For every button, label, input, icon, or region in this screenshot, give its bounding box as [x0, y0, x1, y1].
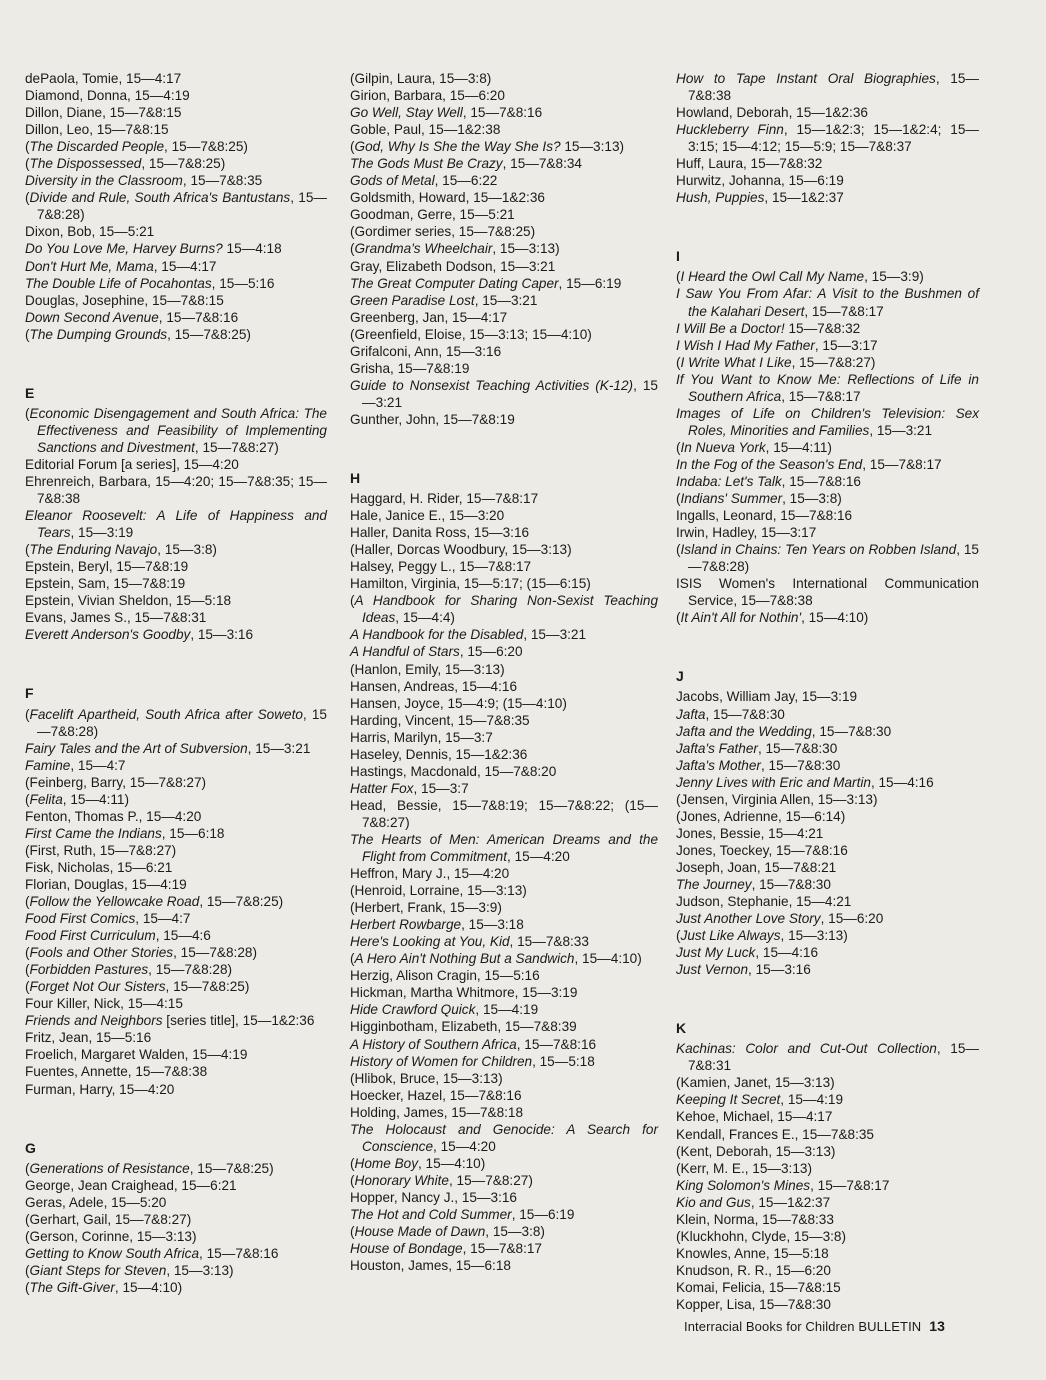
index-entry: Kio and Gus, 15—1&2:37 [676, 1194, 831, 1210]
index-column-1 [25, 70, 327, 1296]
index-entry: Kopper, Lisa, 15—7&8:30 [676, 1297, 831, 1312]
index-entry: Fritz, Jean, 15—5:16 [25, 1030, 152, 1046]
index-entry: Grisha, 15—7&8:19 [350, 360, 470, 376]
index-entry: Gods of Metal, 15—6:22 [350, 173, 498, 189]
index-entry: Fairy Tales and the Art of Subversion, 15—3:21 [25, 740, 311, 756]
index-entry: Higginbotham, Elizabeth, 15—7&8:39 [350, 1019, 577, 1035]
index-entry: Florian, Douglas, 15—4:19 [25, 876, 187, 892]
index-entry: Knowles, Anne, 15—5:18 [676, 1245, 829, 1261]
index-entry: Don't Hurt Me, Mama, 15—4:17 [25, 258, 217, 274]
index-entry: (Feinberg, Barry, 15—7&8:27) [25, 774, 207, 790]
index-entry: (Kamien, Janet, 15—3:13) [676, 1075, 835, 1091]
index-entry: Goldsmith, Howard, 15—1&2:36 [350, 190, 545, 206]
index-entry: Howland, Deborah, 15—1&2:36 [676, 105, 868, 121]
index-entry: Dixon, Bob, 15—5:21 [25, 224, 155, 240]
page-number: 13 [929, 1318, 946, 1334]
index-entry: Kachinas: Color and Cut-Out Collection, 15—7&8:31 [676, 1041, 979, 1074]
index-entry: Haseley, Dennis, 15—1&2:36 [350, 746, 528, 762]
index-entry: Images of Life on Children's Television: Sex Roles, Minorities and Families, 15—3:21 [676, 405, 979, 438]
index-entry: Herbert Rowbarge, 15—3:18 [350, 917, 524, 933]
index-entry: Down Second Avenue, 15—7&8:16 [25, 309, 239, 325]
index-entry: Just My Luck, 15—4:16 [676, 945, 819, 961]
index-column-3 [676, 70, 979, 1313]
publication-title: Interracial Books for Children BULLETIN [684, 1319, 922, 1334]
index-entry: Eleanor Roosevelt: A Life of Happiness and Tears, 15—3:19 [25, 508, 327, 541]
index-entry: (Island in Chains: Ten Years on Robben Island, 15—7&8:28) [676, 542, 979, 575]
index-entry: The Journey, 15—7&8:30 [676, 876, 831, 892]
index-entry: (Kluckhohn, Clyde, 15—3:8) [676, 1228, 847, 1244]
index-entry: (The Gift-Giver, 15—4:10) [25, 1279, 183, 1295]
index-entry: (Giant Steps for Steven, 15—3:13) [25, 1262, 234, 1278]
index-entry: (Gerson, Corinne, 15—3:13) [25, 1228, 197, 1244]
index-entry: Goodman, Gerre, 15—5:21 [350, 207, 515, 223]
index-entry: Jacobs, William Jay, 15—3:19 [676, 689, 858, 705]
index-entry: I Wish I Had My Father, 15—3:17 [676, 337, 878, 353]
index-entry: (A Handbook for Sharing Non-Sexist Teaching Ideas, 15—4:4) [350, 593, 658, 626]
index-entry: Epstein, Sam, 15—7&8:19 [25, 576, 186, 592]
index-entry: Jones, Toeckey, 15—7&8:16 [676, 842, 848, 858]
index-entry: Hale, Janice E., 15—3:20 [350, 508, 505, 524]
index-entry: (Home Boy, 15—4:10) [350, 1155, 486, 1171]
index-entry: Hatter Fox, 15—3:7 [350, 780, 469, 796]
index-entry: Hastings, Macdonald, 15—7&8:20 [350, 763, 557, 779]
index-entry: Goble, Paul, 15—1&2:38 [350, 122, 501, 138]
index-entry: Furman, Harry, 15—4:20 [25, 1081, 175, 1097]
index-entry: Here's Looking at You, Kid, 15—7&8:33 [350, 934, 589, 950]
index-entry: Everett Anderson's Goodby, 15—3:16 [25, 627, 254, 643]
index-entry: (The Dumping Grounds, 15—7&8:25) [25, 326, 251, 342]
index-entry: Haller, Danita Ross, 15—3:16 [350, 525, 530, 541]
index-entry: Famine, 15—4:7 [25, 757, 126, 773]
index-entry: Keeping It Secret, 15—4:19 [676, 1092, 844, 1108]
index-entry: Kehoe, Michael, 15—4:17 [676, 1109, 833, 1125]
index-entry: Jafta's Father, 15—7&8:30 [676, 740, 838, 756]
index-entry: (Generations of Resistance, 15—7&8:25) [25, 1160, 274, 1176]
index-entry: (Gerhart, Gail, 15—7&8:27) [25, 1211, 192, 1227]
index-entry: Diamond, Donna, 15—4:19 [25, 88, 190, 104]
index-entry: Jones, Bessie, 15—4:21 [676, 825, 824, 841]
index-entry: Houston, James, 15—6:18 [350, 1258, 511, 1274]
index-entry: Dillon, Diane, 15—7&8:15 [25, 105, 182, 121]
index-entry: Gunther, John, 15—7&8:19 [350, 411, 515, 427]
index-entry: ISIS Women's International Communication Service, 15—7&8:38 [676, 576, 979, 609]
index-entry: (It Ain't All for Nothin', 15—4:10) [676, 610, 869, 626]
index-entry: Huff, Laura, 15—7&8:32 [676, 156, 823, 172]
index-entry: Girion, Barbara, 15—6:20 [350, 88, 505, 104]
index-entry: I Saw You From Afar: A Visit to the Bushmen of the Kalahari Desert, 15—7&8:17 [676, 286, 979, 319]
index-entry: Food First Curriculum, 15—4:6 [25, 928, 211, 944]
index-entry: Froelich, Margaret Walden, 15—4:19 [25, 1047, 248, 1063]
section-heading-g: G [25, 1139, 36, 1156]
index-entry: Greenberg, Jan, 15—4:17 [350, 309, 508, 325]
index-entry: Jafta, 15—7&8:30 [676, 706, 785, 722]
section-heading-i: I [676, 248, 680, 265]
index-entry: Hurwitz, Johanna, 15—6:19 [676, 173, 844, 189]
index-entry: Joseph, Joan, 15—7&8:21 [676, 859, 837, 875]
index-entry: (A Hero Ain't Nothing But a Sandwich, 15—4:10) [350, 951, 642, 967]
index-entry: Herzig, Alison Cragin, 15—5:16 [350, 968, 540, 984]
index-entry: (Economic Disengagement and South Africa: The Effectiveness and Feasibility of Implementing Sanctions and Divestment, 15—7&8:27) [25, 405, 327, 455]
index-entry: Holding, James, 15—7&8:18 [350, 1104, 524, 1120]
index-entry: The Hot and Cold Summer, 15—6:19 [350, 1207, 575, 1222]
index-entry: Harris, Marilyn, 15—3:7 [350, 729, 493, 745]
index-entry: Haggard, H. Rider, 15—7&8:17 [350, 491, 539, 507]
index-entry: Just Vernon, 15—3:16 [676, 962, 811, 978]
index-entry: (Divide and Rule, South Africa's Bantustans, 15—7&8:28) [25, 190, 327, 223]
index-entry: The Gods Must Be Crazy, 15—7&8:34 [350, 156, 582, 172]
index-entry: (Hlibok, Bruce, 15—3:13) [350, 1070, 503, 1086]
index-entry: King Solomon's Mines, 15—7&8:17 [676, 1177, 890, 1193]
index-entry: If You Want to Know Me: Reflections of Life in Southern Africa, 15—7&8:17 [676, 371, 979, 404]
index-entry: Four Killer, Nick, 15—4:15 [25, 996, 183, 1012]
index-entry: Hoecker, Hazel, 15—7&8:16 [350, 1087, 522, 1103]
index-entry: Fuentes, Annette, 15—7&8:38 [25, 1064, 208, 1080]
index-entry: Green Paradise Lost, 15—3:21 [350, 292, 538, 308]
index-entry: (Forbidden Pastures, 15—7&8:28) [25, 962, 233, 978]
index-entry: A Handful of Stars, 15—6:20 [350, 644, 523, 660]
index-entry: Do You Love Me, Harvey Burns? 15—4:18 [25, 241, 282, 257]
index-entry: Grifalconi, Ann, 15—3:16 [350, 343, 502, 359]
index-entry: Fenton, Thomas P., 15—4:20 [25, 808, 202, 824]
index-entry: Heffron, Mary J., 15—4:20 [350, 866, 510, 882]
index-entry: Judson, Stephanie, 15—4:21 [676, 894, 852, 910]
index-entry: Halsey, Peggy L., 15—7&8:17 [350, 559, 532, 575]
index-entry: (Jones, Adrienne, 15—6:14) [676, 808, 846, 824]
index-entry: Head, Bessie, 15—7&8:19; 15—7&8:22; (15—7&8:27) [350, 797, 658, 830]
index-entry: Hamilton, Virginia, 15—5:17; (15—6:15) [350, 576, 591, 592]
index-entry: A Handbook for the Disabled, 15—3:21 [350, 627, 587, 643]
index-entry: Fisk, Nicholas, 15—6:21 [25, 859, 173, 875]
index-entry: (Gilpin, Laura, 15—3:8) [350, 71, 492, 86]
index-entry: Douglas, Josephine, 15—7&8:15 [25, 292, 224, 308]
index-entry: Getting to Know South Africa, 15—7&8:16 [25, 1245, 279, 1261]
index-entry: Irwin, Hadley, 15—3:17 [676, 525, 817, 541]
index-entry: Jafta's Mother, 15—7&8:30 [676, 757, 841, 773]
index-entry: Friends and Neighbors [series title], 15—1&2:36 [25, 1013, 315, 1029]
index-entry: Jafta and the Wedding, 15—7&8:30 [676, 723, 892, 739]
index-entry: Ehrenreich, Barbara, 15—4:20; 15—7&8:35; 15—7&8:38 [25, 473, 327, 507]
index-entry: Hansen, Joyce, 15—4:9; (15—4:10) [350, 695, 567, 711]
section-heading-j: J [676, 668, 684, 685]
index-entry: Editorial Forum [a series], 15—4:20 [25, 456, 239, 472]
index-entry: (Just Like Always, 15—3:13) [676, 928, 848, 944]
index-entry: (The Dispossessed, 15—7&8:25) [25, 156, 226, 172]
index-entry: (The Enduring Navajo, 15—3:8) [25, 542, 217, 558]
index-entry: (Follow the Yellowcake Road, 15—7&8:25) [25, 894, 284, 910]
index-entry: (Henroid, Lorraine, 15—3:13) [350, 883, 527, 899]
index-entry: Hansen, Andreas, 15—4:16 [350, 678, 518, 694]
index-entry: (Forget Not Our Sisters, 15—7&8:25) [25, 979, 250, 995]
index-entry: A History of Southern Africa, 15—7&8:16 [350, 1036, 597, 1052]
index-entry: Harding, Vincent, 15—7&8:35 [350, 712, 530, 728]
index-entry: (Honorary White, 15—7&8:27) [350, 1172, 533, 1188]
index-entry: (Felita, 15—4:11) [25, 791, 130, 807]
index-entry: Hickman, Martha Whitmore, 15—3:19 [350, 985, 578, 1001]
index-entry: (House Made of Dawn, 15—3:8) [350, 1224, 545, 1240]
index-entry: (I Write What I Like, 15—7&8:27) [676, 354, 876, 370]
index-entry: (Grandma's Wheelchair, 15—3:13) [350, 241, 560, 257]
index-entry: Klein, Norma, 15—7&8:33 [676, 1211, 834, 1227]
section-heading-k: K [676, 1020, 687, 1037]
index-entry: Food First Comics, 15—4:7 [25, 911, 191, 927]
page-footer [684, 1318, 945, 1334]
index-entry: (Haller, Dorcas Woodbury, 15—3:13) [350, 542, 572, 558]
index-entry: Kendall, Frances E., 15—7&8:35 [676, 1126, 874, 1142]
index-entry: Hopper, Nancy J., 15—3:16 [350, 1189, 517, 1205]
index-entry: (In Nueva York, 15—4:11) [676, 439, 832, 455]
index-entry: (Fools and Other Stories, 15—7&8:28) [25, 945, 257, 961]
index-entry: Ingalls, Leonard, 15—7&8:16 [676, 508, 853, 524]
index-entry: dePaola, Tomie, 15—4:17 [25, 71, 182, 86]
index-entry: (First, Ruth, 15—7&8:27) [25, 842, 177, 858]
index-entry: The Double Life of Pocahontas, 15—5:16 [25, 275, 275, 291]
index-entry: In the Fog of the Season's End, 15—7&8:17 [676, 456, 942, 472]
index-entry: George, Jean Craighead, 15—6:21 [25, 1177, 237, 1193]
index-entry: Huckleberry Finn, 15—1&2:3; 15—1&2:4; 15—3:15; 15—4:12; 15—5:9; 15—7&8:37 [676, 122, 979, 155]
index-entry: Hide Crawford Quick, 15—4:19 [350, 1002, 539, 1018]
index-entry: Diversity in the Classroom, 15—7&8:35 [25, 173, 263, 189]
index-entry: Jenny Lives with Eric and Martin, 15—4:16 [676, 774, 934, 790]
index-entry: (Facelift Apartheid, South Africa after Soweto, 15—7&8:28) [25, 706, 327, 739]
index-entry: Just Another Love Story, 15—6:20 [676, 911, 884, 927]
index-entry: House of Bondage, 15—7&8:17 [350, 1241, 542, 1257]
index-entry: Evans, James S., 15—7&8:31 [25, 610, 207, 626]
index-entry: Komai, Felicia, 15—7&8:15 [676, 1279, 841, 1295]
index-entry: Epstein, Vivian Sheldon, 15—5:18 [25, 593, 232, 609]
section-heading-f: F [25, 685, 34, 702]
index-entry: The Great Computer Dating Caper, 15—6:19 [350, 275, 622, 291]
index-entry: How to Tape Instant Oral Biographies, 15—7&8:38 [676, 71, 979, 104]
index-entry: Hush, Puppies, 15—1&2:37 [676, 190, 844, 206]
index-entry: (The Discarded People, 15—7&8:25) [25, 139, 248, 155]
index-entry: Guide to Nonsexist Teaching Activities (K-12), 15—3:21 [350, 377, 658, 410]
index-entry: Geras, Adele, 15—5:20 [25, 1194, 167, 1210]
index-entry: First Came the Indians, 15—6:18 [25, 825, 225, 841]
index-entry: (Jensen, Virginia Allen, 15—3:13) [676, 791, 878, 807]
index-entry: (God, Why Is She the Way She Is? 15—3:13) [350, 139, 625, 155]
index-entry: (Hanlon, Emily, 15—3:13) [350, 661, 505, 677]
index-entry: (Kerr, M. E., 15—3:13) [676, 1160, 812, 1176]
index-entry: I Will Be a Doctor! 15—7&8:32 [676, 320, 861, 336]
index-entry: (Greenfield, Eloise, 15—3:13; 15—4:10) [350, 326, 592, 342]
index-entry: (I Heard the Owl Call My Name, 15—3:9) [676, 269, 924, 285]
index-entry: Indaba: Let's Talk, 15—7&8:16 [676, 473, 861, 489]
index-entry: Dillon, Leo, 15—7&8:15 [25, 122, 169, 138]
index-entry: (Herbert, Frank, 15—3:9) [350, 900, 502, 916]
section-heading-e: E [25, 384, 35, 401]
section-heading-h: H [350, 469, 361, 486]
index-entry: Knudson, R. R., 15—6:20 [676, 1262, 831, 1278]
index-column-2 [350, 70, 658, 1274]
index-entry: The Holocaust and Genocide: A Search for Conscience, 15—4:20 [350, 1121, 658, 1154]
index-entry: (Indians' Summer, 15—3:8) [676, 491, 842, 507]
index-entry: (Kent, Deborah, 15—3:13) [676, 1143, 836, 1159]
index-entry: Gray, Elizabeth Dodson, 15—3:21 [350, 258, 556, 274]
index-entry: History of Women for Children, 15—5:18 [350, 1053, 595, 1069]
index-entry: (Gordimer series, 15—7&8:25) [350, 224, 536, 240]
index-entry: Go Well, Stay Well, 15—7&8:16 [350, 105, 543, 121]
index-entry: The Hearts of Men: American Dreams and the Flight from Commitment, 15—4:20 [350, 831, 658, 865]
index-entry: Epstein, Beryl, 15—7&8:19 [25, 559, 189, 575]
